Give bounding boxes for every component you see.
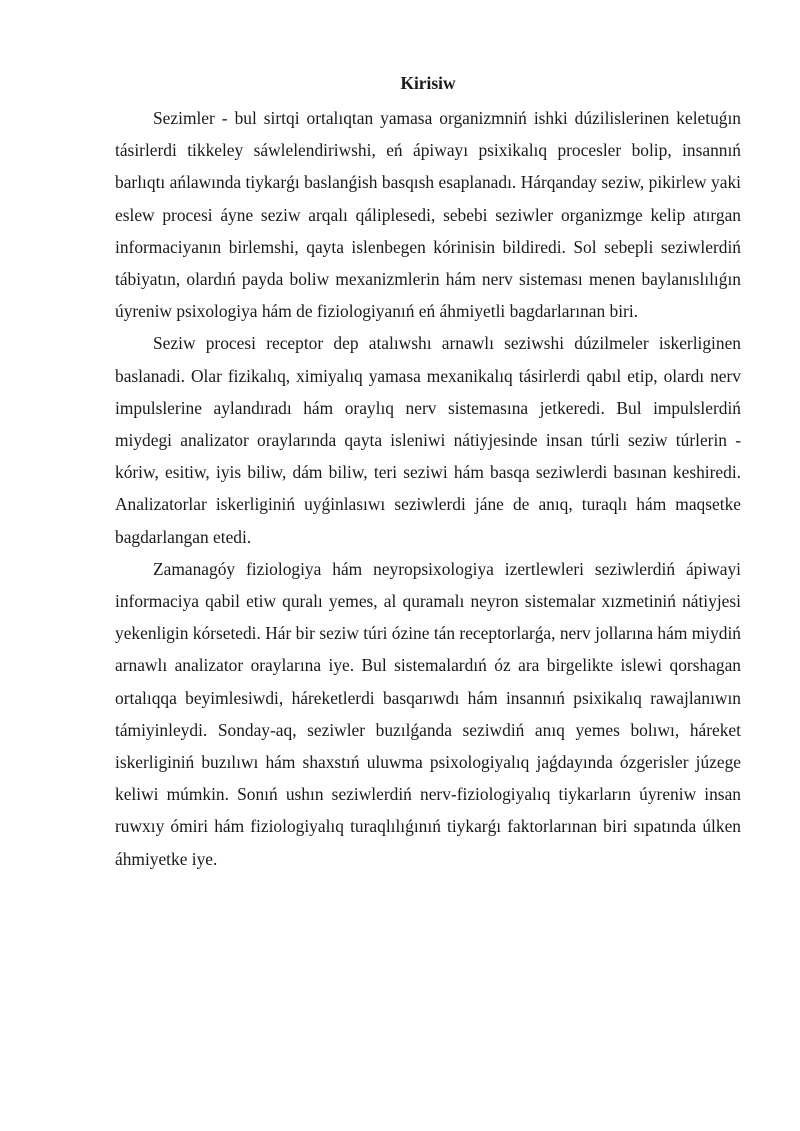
paragraph-3: Zamanagóy fiziologiya hám neyropsixologiya izertlewleri seziwlerdiń ápiwayi informaciya qabil etiw quralı yemes, al quramalı neyron sistemalar xızmetiniń nátiyjesi yekenligin kórsetedi. Hár bir seziw túri ózine tán receptorlarǵa, nerv jollarına hám miydiń arnawlı analizator oraylarına iye. Bul sistemalardıń óz ara birgelikte islewi qorshagan ortalıqqa beyimlesiwdi, háreketlerdi basqarıwdı hám insannıń psixikalıq rawajlanıwın támiyinleydi. Sonday-aq, seziwler buzılǵanda seziwdiń anıq yemes bolıwı, háreket iskerliginiń buzılıwı hám shaxstıń uluwma psixologiyalıq jaǵdayında ózgerisler júzege keliwi múmkin. Sonıń ushın seziwlerdiń nerv-fiziologiyalıq tiykarların úyreniw insan ruwxıy ómiri hám fiziologiyalıq turaqlılıǵınıń tiykarǵı faktorlarınan biri sıpatında úlken áhmiyetke iye.	[115, 558, 741, 869]
paragraph-1: Sezimler - bul sirtqi ortalıqtan yamasa organizmniń ishki dúzilislerinen keletuǵın tásirlerdi tikkeley sáwlelendiriwshi, eń ápiwayı psixikalıq procesler bolip, insannıń barlıqtı ańlawında tiykarǵı baslanǵish basqısh esaplanadı. Hárqanday seziw, pikirlew yaki eslew procesi áyne seziw arqalı qáliplesedi, sebebi seziwler organizmge kelip atırgan informaciyanın birlemshi, qayta islenbegen kórinisin bildiredi. Sol sebepli seziwlerdiń tábiyatın, olardıń payda boliw mexanizmlerin hám nerv sisteması menen baylanıslılıǵın úyreniw psixologiya hám de fiziologiyanıń eń áhmiyetli bagdarlarınan biri.	[115, 108, 741, 322]
document-title: Kirisiw	[400, 73, 456, 93]
document-page	[115, 72, 741, 875]
paragraph-2: Seziw procesi receptor dep atalıwshı arnawlı seziwshi dúzilmeler iskerliginen baslanadi. Olar fizikalıq, ximiyalıq yamasa mexanikalıq tásirlerdi qabıl etip, olardı nerv impulslerine aylandıradı hám oraylıq nerv sistemasına jetkeredi. Bul impulslerdiń miydegi analizator oraylarında qayta isleniwi nátiyjesinde insan túrli seziw túrlerin - kóriw, esitiw, iyis biliw, dám biliw, teri seziwi hám basqa seziwlerdi basınan keshiredi. Analizatorlar iskerliginiń uyǵinlasıwı seziwlerdi jáne de anıq, turaqlı hám maqsetke bagdarlangan etedi.	[115, 333, 741, 547]
